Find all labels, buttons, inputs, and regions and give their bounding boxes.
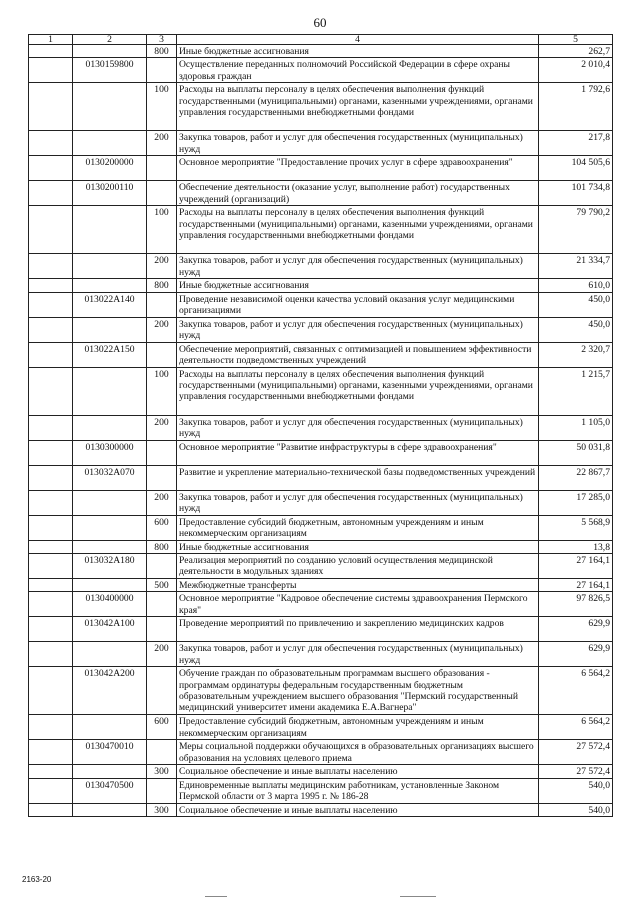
- amount-cell: 262,7: [539, 45, 613, 58]
- table-row: [29, 765, 613, 778]
- amount-cell: 6 564,2: [539, 667, 613, 715]
- row-col1-cell: [29, 367, 73, 415]
- table-row: [29, 45, 613, 58]
- target-code-cell: 0130470500: [73, 778, 147, 803]
- expense-type-cell: 200: [147, 254, 177, 279]
- table-row: [29, 592, 613, 617]
- expense-type-cell: [147, 58, 177, 83]
- expense-type-cell: 300: [147, 803, 177, 816]
- row-col1-cell: [29, 715, 73, 740]
- table-row: [29, 83, 613, 131]
- amount-cell: 104 505,6: [539, 156, 613, 181]
- description-cell: Закупка товаров, работ и услуг для обеспечения государственных (муниципальных) нужд: [177, 642, 539, 667]
- description-cell: Основное мероприятие "Кадровое обеспечение системы здравоохранения Пермского края": [177, 592, 539, 617]
- target-code-cell: [73, 367, 147, 415]
- row-col1-cell: [29, 58, 73, 83]
- description-cell: Иные бюджетные ассигнования: [177, 540, 539, 553]
- table-row: [29, 617, 613, 642]
- amount-cell: 22 867,7: [539, 465, 613, 490]
- amount-cell: 217,8: [539, 131, 613, 156]
- target-code-cell: 013042А100: [73, 617, 147, 642]
- expense-type-cell: [147, 156, 177, 181]
- target-code-cell: 013032А070: [73, 465, 147, 490]
- column-header: 4: [177, 35, 539, 45]
- row-col1-cell: [29, 578, 73, 591]
- description-cell: Осуществление переданных полномочий Российской Федерации в сфере охраны здоровья граждан: [177, 58, 539, 83]
- column-header: 1: [29, 35, 73, 45]
- amount-cell: 2 320,7: [539, 342, 613, 367]
- amount-cell: 6 564,2: [539, 715, 613, 740]
- description-cell: Проведение независимой оценки качества условий оказания услуг медицинскими организациями: [177, 292, 539, 317]
- description-cell: Меры социальной поддержки обучающихся в образовательных организациях высшего образования на условиях целевого приема: [177, 740, 539, 765]
- table-row: [29, 465, 613, 490]
- target-code-cell: 013042А200: [73, 667, 147, 715]
- target-code-cell: [73, 254, 147, 279]
- description-cell: Межбюджетные трансферты: [177, 578, 539, 591]
- row-col1-cell: [29, 206, 73, 254]
- row-col1-cell: [29, 279, 73, 292]
- description-cell: Развитие и укрепление материально-технической базы подведомственных учреждений: [177, 465, 539, 490]
- description-cell: Закупка товаров, работ и услуг для обеспечения государственных (муниципальных) нужд: [177, 317, 539, 342]
- expense-type-cell: 100: [147, 367, 177, 415]
- table-row: [29, 803, 613, 816]
- table-row: [29, 254, 613, 279]
- expense-type-cell: [147, 342, 177, 367]
- target-code-cell: [73, 642, 147, 667]
- target-code-cell: [73, 715, 147, 740]
- expense-type-cell: 800: [147, 279, 177, 292]
- table-row: [29, 58, 613, 83]
- target-code-cell: [73, 131, 147, 156]
- amount-cell: 27 572,4: [539, 765, 613, 778]
- amount-cell: 540,0: [539, 803, 613, 816]
- row-col1-cell: [29, 292, 73, 317]
- expense-type-cell: 200: [147, 415, 177, 440]
- row-col1-cell: [29, 540, 73, 553]
- target-code-cell: 0130200000: [73, 156, 147, 181]
- row-col1-cell: [29, 490, 73, 515]
- table-row: [29, 156, 613, 181]
- amount-cell: 1 105,0: [539, 415, 613, 440]
- target-code-cell: [73, 279, 147, 292]
- target-code-cell: 0130159800: [73, 58, 147, 83]
- expense-type-cell: 200: [147, 317, 177, 342]
- expense-type-cell: 500: [147, 578, 177, 591]
- amount-cell: 21 334,7: [539, 254, 613, 279]
- expense-type-cell: [147, 292, 177, 317]
- expense-type-cell: 100: [147, 206, 177, 254]
- budget-table: [28, 34, 613, 817]
- page-number: 60: [313, 15, 327, 30]
- row-col1-cell: [29, 440, 73, 465]
- row-col1-cell: [29, 131, 73, 156]
- target-code-cell: [73, 415, 147, 440]
- expense-type-cell: [147, 740, 177, 765]
- amount-cell: 2 010,4: [539, 58, 613, 83]
- amount-cell: 97 826,5: [539, 592, 613, 617]
- row-col1-cell: [29, 465, 73, 490]
- target-code-cell: [73, 317, 147, 342]
- document-code: 2163-20: [22, 875, 52, 884]
- description-cell: Обучение граждан по образовательным программам высшего образования - программам ординатуры федеральным государственным бюджетным образовательным учреждением высшего образования "Пермский государственный медицинский университет имени академика Е.А.Вагнера": [177, 667, 539, 715]
- table-row: [29, 515, 613, 540]
- table-row: [29, 667, 613, 715]
- target-code-cell: 013032А180: [73, 553, 147, 578]
- row-col1-cell: [29, 181, 73, 206]
- table-body: [29, 45, 613, 817]
- table-row: [29, 778, 613, 803]
- table-row: [29, 181, 613, 206]
- table-row: [29, 490, 613, 515]
- table-row: [29, 440, 613, 465]
- table-row: [29, 715, 613, 740]
- expense-type-cell: 200: [147, 490, 177, 515]
- target-code-cell: 013022А150: [73, 342, 147, 367]
- target-code-cell: 0130400000: [73, 592, 147, 617]
- row-col1-cell: [29, 83, 73, 131]
- target-code-cell: [73, 490, 147, 515]
- target-code-cell: 0130470010: [73, 740, 147, 765]
- amount-cell: 5 568,9: [539, 515, 613, 540]
- target-code-cell: [73, 515, 147, 540]
- expense-type-cell: 200: [147, 642, 177, 667]
- amount-cell: 17 285,0: [539, 490, 613, 515]
- row-col1-cell: [29, 740, 73, 765]
- expense-type-cell: [147, 592, 177, 617]
- target-code-cell: [73, 578, 147, 591]
- row-col1-cell: [29, 803, 73, 816]
- amount-cell: 50 031,8: [539, 440, 613, 465]
- table-row: [29, 540, 613, 553]
- expense-type-cell: [147, 617, 177, 642]
- description-cell: Закупка товаров, работ и услуг для обеспечения государственных (муниципальных) нужд: [177, 131, 539, 156]
- amount-cell: 1 215,7: [539, 367, 613, 415]
- expense-type-cell: [147, 440, 177, 465]
- description-cell: Проведение мероприятий по привлечению и закреплению медицинских кадров: [177, 617, 539, 642]
- amount-cell: 450,0: [539, 292, 613, 317]
- scan-mark: [205, 896, 227, 897]
- row-col1-cell: [29, 254, 73, 279]
- expense-type-cell: 800: [147, 45, 177, 58]
- column-header: 2: [73, 35, 147, 45]
- description-cell: Основное мероприятие "Развитие инфраструктуры в сфере здравоохранения": [177, 440, 539, 465]
- description-cell: Иные бюджетные ассигнования: [177, 279, 539, 292]
- target-code-cell: [73, 83, 147, 131]
- table-header-row: [29, 35, 613, 45]
- target-code-cell: [73, 206, 147, 254]
- row-col1-cell: [29, 317, 73, 342]
- row-col1-cell: [29, 415, 73, 440]
- description-cell: Единовременные выплаты медицинским работникам, установленные Законом Пермской области от 3 марта 1995 г. № 186-28: [177, 778, 539, 803]
- row-col1-cell: [29, 553, 73, 578]
- amount-cell: 101 734,8: [539, 181, 613, 206]
- table-row: [29, 317, 613, 342]
- scan-mark: [400, 896, 436, 897]
- expense-type-cell: [147, 667, 177, 715]
- description-cell: Социальное обеспечение и иные выплаты населению: [177, 765, 539, 778]
- description-cell: Расходы на выплаты персоналу в целях обеспечения выполнения функций государственными (муниципальными) органами, казенными учреждениями, органами управления государственными внебюджетными фондами: [177, 83, 539, 131]
- table-row: [29, 740, 613, 765]
- expense-type-cell: [147, 778, 177, 803]
- column-header: 3: [147, 35, 177, 45]
- expense-type-cell: 100: [147, 83, 177, 131]
- expense-type-cell: 300: [147, 765, 177, 778]
- description-cell: Иные бюджетные ассигнования: [177, 45, 539, 58]
- expense-type-cell: 600: [147, 715, 177, 740]
- description-cell: Реализация мероприятий по созданию условий осуществления медицинской деятельности в модульных зданиях: [177, 553, 539, 578]
- expense-type-cell: [147, 181, 177, 206]
- column-header: 5: [539, 35, 613, 45]
- table-row: [29, 415, 613, 440]
- amount-cell: 79 790,2: [539, 206, 613, 254]
- row-col1-cell: [29, 667, 73, 715]
- target-code-cell: [73, 803, 147, 816]
- target-code-cell: 0130200110: [73, 181, 147, 206]
- table-row: [29, 279, 613, 292]
- description-cell: Расходы на выплаты персоналу в целях обеспечения выполнения функций государственными (муниципальными) органами, казенными учреждениями, органами управления государственными внебюджетными фондами: [177, 206, 539, 254]
- target-code-cell: [73, 765, 147, 778]
- row-col1-cell: [29, 778, 73, 803]
- description-cell: Основное мероприятие "Предоставление прочих услуг в сфере здравоохранения": [177, 156, 539, 181]
- amount-cell: 629,9: [539, 617, 613, 642]
- table-row: [29, 578, 613, 591]
- description-cell: Предоставление субсидий бюджетным, автономным учреждениям и иным некоммерческим организациям: [177, 715, 539, 740]
- amount-cell: 27 164,1: [539, 553, 613, 578]
- description-cell: Обеспечение деятельности (оказание услуг, выполнение работ) государственных учреждений (организаций): [177, 181, 539, 206]
- target-code-cell: [73, 45, 147, 58]
- amount-cell: 610,0: [539, 279, 613, 292]
- description-cell: Социальное обеспечение и иные выплаты населению: [177, 803, 539, 816]
- table-row: [29, 342, 613, 367]
- target-code-cell: [73, 540, 147, 553]
- row-col1-cell: [29, 617, 73, 642]
- description-cell: Обеспечение мероприятий, связанных с оптимизацией и повышением эффективности деятельности подведомственных учреждений: [177, 342, 539, 367]
- row-col1-cell: [29, 515, 73, 540]
- target-code-cell: 0130300000: [73, 440, 147, 465]
- amount-cell: 629,9: [539, 642, 613, 667]
- expense-type-cell: [147, 553, 177, 578]
- row-col1-cell: [29, 342, 73, 367]
- amount-cell: 27 572,4: [539, 740, 613, 765]
- description-cell: Закупка товаров, работ и услуг для обеспечения государственных (муниципальных) нужд: [177, 490, 539, 515]
- expense-type-cell: 200: [147, 131, 177, 156]
- amount-cell: 450,0: [539, 317, 613, 342]
- target-code-cell: 013022А140: [73, 292, 147, 317]
- row-col1-cell: [29, 592, 73, 617]
- amount-cell: 13,8: [539, 540, 613, 553]
- table-row: [29, 367, 613, 415]
- row-col1-cell: [29, 45, 73, 58]
- amount-cell: 540,0: [539, 778, 613, 803]
- description-cell: Предоставление субсидий бюджетным, автономным учреждениям и иным некоммерческим организациям: [177, 515, 539, 540]
- amount-cell: 1 792,6: [539, 83, 613, 131]
- description-cell: Расходы на выплаты персоналу в целях обеспечения выполнения функций государственными (муниципальными) органами, казенными учреждениями, органами управления государственными внебюджетными фондами: [177, 367, 539, 415]
- expense-type-cell: [147, 465, 177, 490]
- row-col1-cell: [29, 642, 73, 667]
- amount-cell: 27 164,1: [539, 578, 613, 591]
- table-row: [29, 553, 613, 578]
- table-row: [29, 642, 613, 667]
- table-row: [29, 131, 613, 156]
- description-cell: Закупка товаров, работ и услуг для обеспечения государственных (муниципальных) нужд: [177, 254, 539, 279]
- table-row: [29, 206, 613, 254]
- expense-type-cell: 600: [147, 515, 177, 540]
- table-row: [29, 292, 613, 317]
- description-cell: Закупка товаров, работ и услуг для обеспечения государственных (муниципальных) нужд: [177, 415, 539, 440]
- row-col1-cell: [29, 765, 73, 778]
- expense-type-cell: 800: [147, 540, 177, 553]
- row-col1-cell: [29, 156, 73, 181]
